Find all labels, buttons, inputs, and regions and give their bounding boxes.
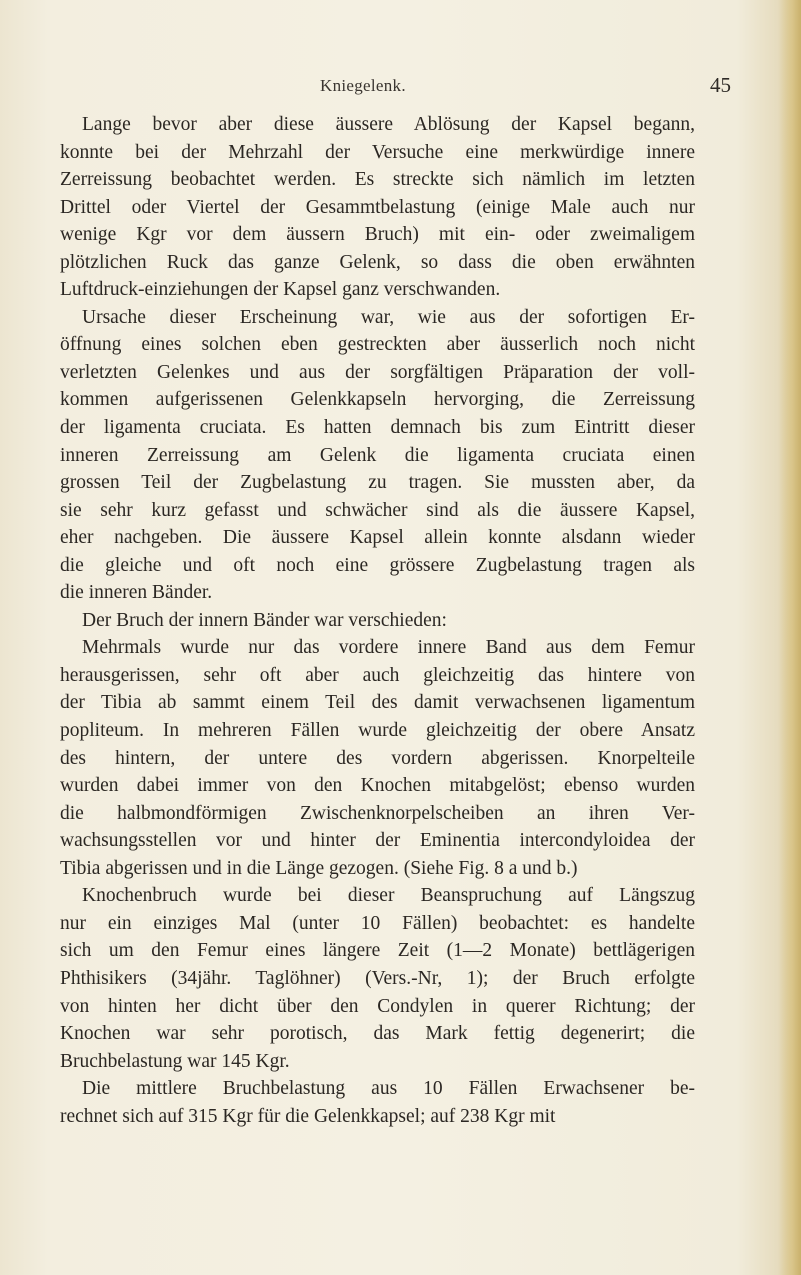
paragraph xyxy=(60,882,695,1075)
text-line: wurden dabei immer von den Knochen mitabgelöst; ebenso wurden xyxy=(60,775,695,797)
text-line: Drittel oder Viertel der Gesammtbelastung (einige Male auch nur xyxy=(60,196,695,218)
text-line: Mehrmals wurde nur das vordere innere Band aus dem Femur xyxy=(82,637,695,659)
text-line: rechnet sich auf 315 Kgr für die Gelenkkapsel; auf 238 Kgr mit xyxy=(60,1105,556,1127)
text-line: Phthisikers (34jähr. Taglöhner) (Vers.-Nr, 1); der Bruch erfolgte xyxy=(60,967,695,989)
text-line: grossen Teil der Zugbelastung zu tragen. Sie mussten aber, da xyxy=(60,472,695,494)
text-line: Zerreissung beobachtet werden. Es streckte sich nämlich im letzten xyxy=(60,169,695,191)
paragraph xyxy=(60,111,695,304)
paragraph xyxy=(60,634,695,882)
text-line: popliteum. In mehreren Fällen wurde gleichzeitig der obere Ansatz xyxy=(60,720,695,742)
text-line: Luftdruck-einziehungen der Kapsel ganz verschwanden. xyxy=(60,279,501,301)
text-line: verletzten Gelenkes und aus der sorgfältigen Präparation der voll- xyxy=(60,361,695,383)
text-line: konnte bei der Mehrzahl der Versuche eine merkwürdige innere xyxy=(60,141,695,163)
text-line: Knochenbruch wurde bei dieser Beanspruchung auf Längszug xyxy=(82,885,695,907)
text-line: Tibia abgerissen und in die Länge gezogen. (Siehe Fig. 8 a und b.) xyxy=(60,857,578,879)
page-edge-shadow xyxy=(779,0,801,1275)
text-line: plötzlichen Ruck das ganze Gelenk, so dass die oben erwähnten xyxy=(60,251,695,273)
text-line: sie sehr kurz gefasst und schwächer sind als die äussere Kapsel, xyxy=(60,499,695,521)
text-line: herausgerissen, sehr oft aber auch gleichzeitig das hintere von xyxy=(60,664,695,686)
text-line: wachsungsstellen vor und hinter der Eminentia intercondyloidea der xyxy=(60,830,695,852)
paragraph xyxy=(60,607,695,635)
text-line: wenige Kgr vor dem äussern Bruch) mit ein- oder zweimaligem xyxy=(60,224,695,246)
text-line: Der Bruch der innern Bänder war verschieden: xyxy=(82,609,447,631)
paragraph xyxy=(60,304,695,607)
text-line: Lange bevor aber diese äussere Ablösung der Kapsel begann, xyxy=(82,114,695,135)
body-text xyxy=(60,111,695,1130)
text-line: die gleiche und oft noch eine grössere Zugbelastung tragen als xyxy=(60,554,695,576)
text-line: Die mittlere Bruchbelastung aus 10 Fällen Erwachsener be- xyxy=(82,1078,695,1100)
text-line: Knochen war sehr porotisch, das Mark fettig degenerirt; die xyxy=(60,1023,695,1045)
text-line: von hinten her dicht über den Condylen in querer Richtung; der xyxy=(60,995,695,1017)
text-line: inneren Zerreissung am Gelenk die ligamenta cruciata einen xyxy=(60,444,695,466)
text-line: des hintern, der untere des vordern abgerissen. Knorpelteile xyxy=(60,747,695,769)
text-line: die inneren Bänder. xyxy=(60,582,213,604)
text-line: nur ein einziges Mal (unter 10 Fällen) beobachtet: es handelte xyxy=(60,912,695,934)
text-line: sich um den Femur eines längere Zeit (1—2 Monate) bettlägerigen xyxy=(60,940,695,962)
text-line: der Tibia ab sammt einem Teil des damit verwachsenen ligamentum xyxy=(60,692,695,714)
paragraph xyxy=(60,1075,695,1130)
text-line: der ligamenta cruciata. Es hatten demnach bis zum Eintritt dieser xyxy=(60,417,695,439)
text-line: öffnung eines solchen eben gestreckten aber äusserlich noch nicht xyxy=(60,334,695,356)
running-title: Kniegelenk. xyxy=(320,76,406,95)
page-header xyxy=(40,73,735,104)
text-line: eher nachgeben. Die äussere Kapsel allein konnte alsdann wieder xyxy=(60,527,695,549)
text-line: Bruchbelastung war 145 Kgr. xyxy=(60,1050,290,1072)
page-number: 45 xyxy=(710,73,731,97)
text-line: kommen aufgerissenen Gelenkkapseln hervorging, die Zerreissung xyxy=(60,389,695,411)
text-line: Ursache dieser Erscheinung war, wie aus der sofortigen Er- xyxy=(82,306,695,328)
text-line: die halbmondförmigen Zwischenknorpelscheiben an ihren Ver- xyxy=(60,802,695,824)
